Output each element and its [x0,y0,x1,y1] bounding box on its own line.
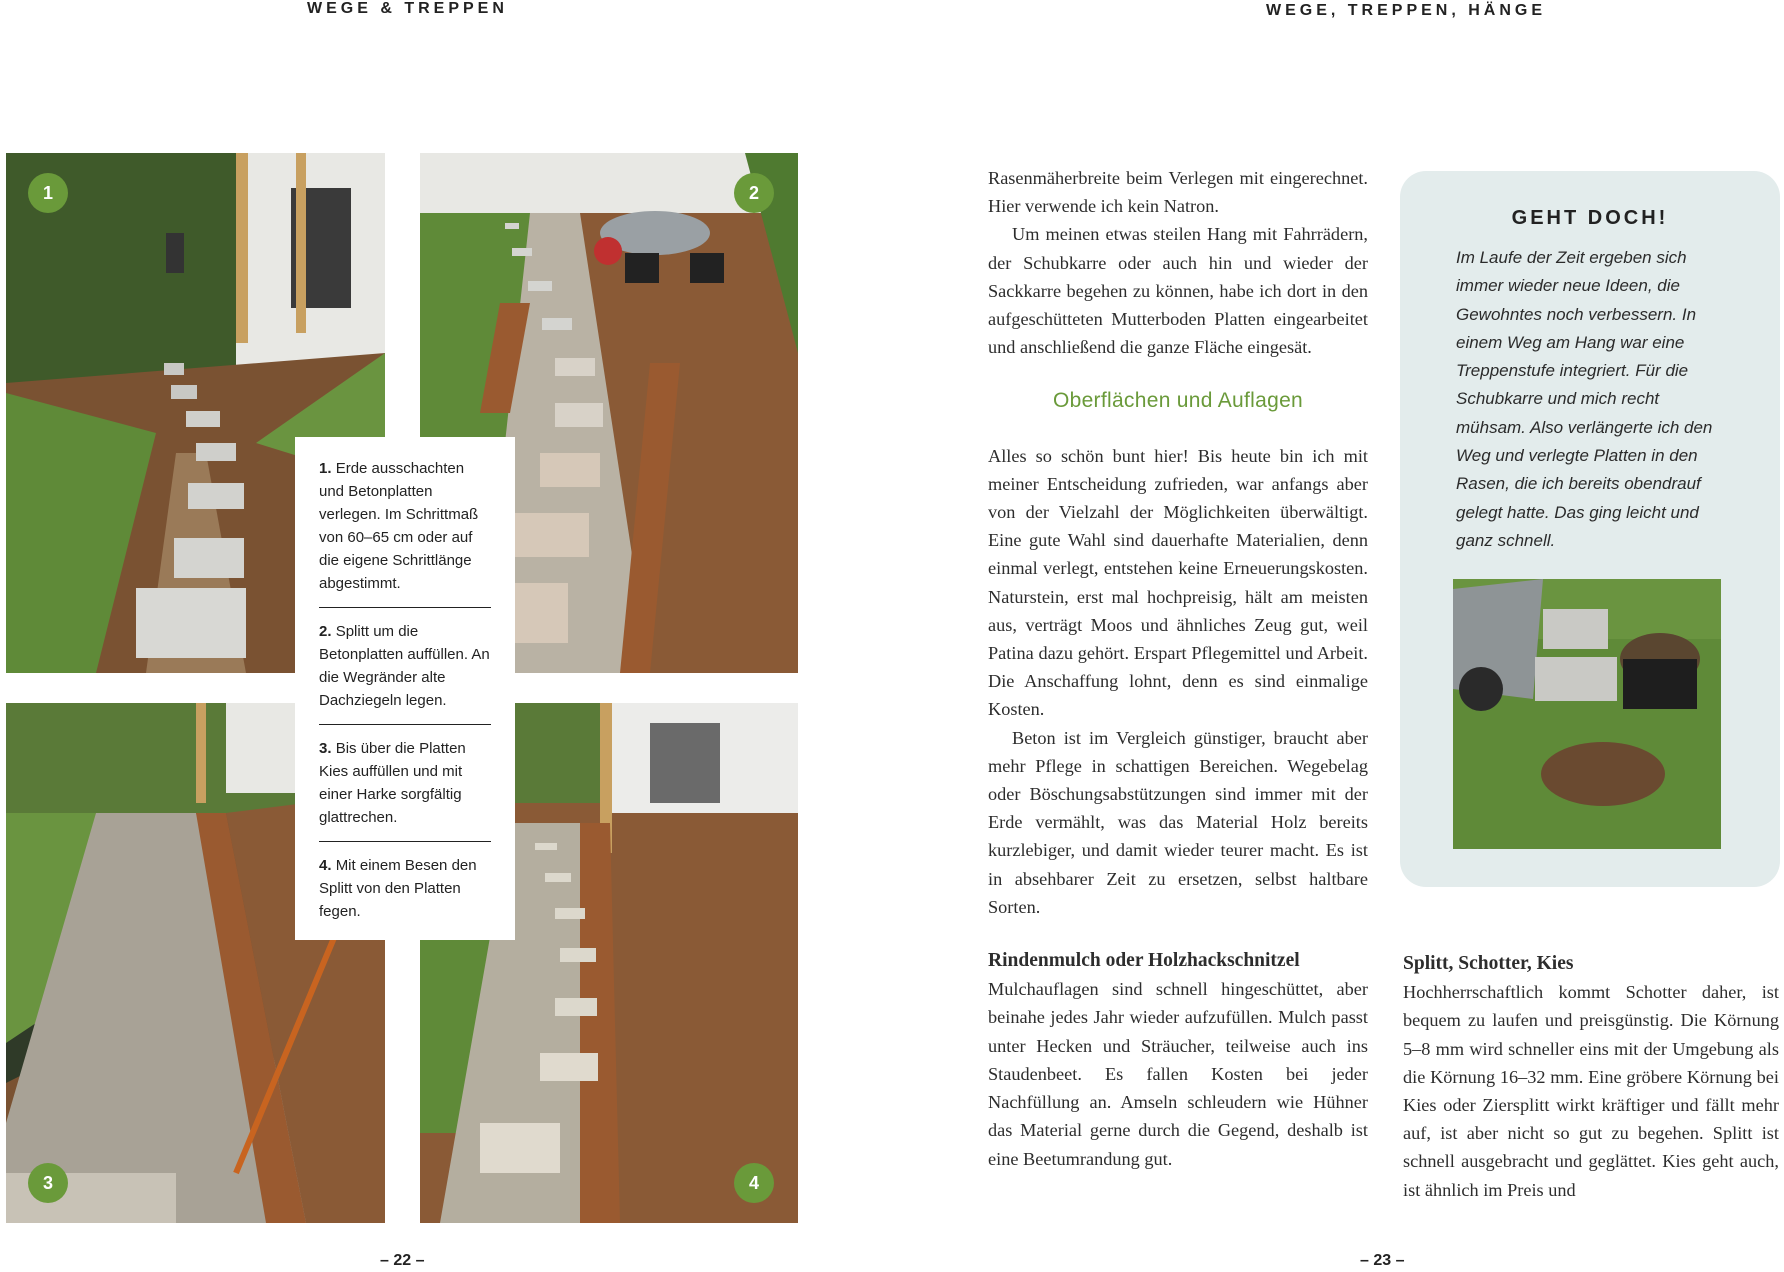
caption-step-4: 4. Mit einem Besen den Splitt von den Platten fegen. [319,857,477,920]
subheading: Splitt, Schotter, Kies [1403,953,1574,974]
paragraph: Mulchauflagen sind schnell hingeschüttet, aber beinahe jedes Jahr wieder aufzufüllen. Mulch passt unter Hecken und Sträucher, teilweise auch ins Staudenbeet. Es fallen Kosten bei jeder Nachfüllung an. Amseln schleudern wie Hühner das Material gerne durch die Gegend, deshalb ist eine Beetumrandung gut. [988,979,1368,1169]
photo-badge: 2 [734,173,774,213]
paragraph: Um meinen etwas steilen Hang mit Fahrrädern, der Schubkarre oder auch hin und wieder der Sackkarre begehen zu können, habe ich dort in den aufgeschütteten Mutterboden Platten eingearbeitet und anschließend die ganze Fläche eingesät. [988,224,1368,358]
tip-box [1400,171,1780,887]
photo-badge: 3 [28,1163,68,1203]
photo-badge: 4 [734,1163,774,1203]
running-head-left: WEGE & TREPPEN [307,0,508,17]
paragraph: Hochherrschaftlich kommt Schotter daher, ist bequem zu laufen und preisgünstig. Die Körnung 5–8 mm wird schneller eins mit der Umgebung als die Körnung 16–32 mm. Eine gröbere Körnung bei Kies oder Ziersplitt wirkt kräftiger und fällt mehr auf, ist aber nicht so gut zu begehen. Splitt ist schnell ausgebracht und geglättet. Kies geht auch, ist ähnlich im Preis und [1403,982,1779,1200]
subheading: Rindenmulch oder Holzhackschnitzel [988,950,1300,972]
running-head-right: WEGE, TREPPEN, HÄNGE [1266,2,1547,19]
caption-step-1: 1. Erde ausschachten und Betonplatten verlegen. Im Schrittmaß von 60–65 cm oder auf die eigene Schrittlänge abgestimmt. [319,457,491,608]
tip-text: Im Laufe der Zeit ergeben sich immer wieder neue Ideen, die Gewohntes noch verbessern. In einem Weg am Hang war eine Treppenstufe integriert. Für die Schubkarre und mich recht mühsam. Also verlängerte ich den Weg und verlegte Platten in den Rasen, die ich bereits obendrauf gelegt hatte. Das ging leicht und ganz schnell. [1456,248,1713,550]
text-column-2 [1403,950,1779,1204]
text-column-1 [988,164,1368,1173]
photo-badge: 1 [28,173,68,213]
page-number-left: – 22 – [380,1252,425,1269]
caption-step-3: 3. Bis über die Platten Kies auffüllen und mit einer Harke sorgfältig glattrechen. [319,737,491,842]
paragraph: Alles so schön bunt hier! Bis heute bin ich mit meiner Entscheidung zufrieden, war anfangs aber von der Vielzahl der Möglichkeiten überwältigt. Eine gute Wahl sind dauerhafte Materialien, denn einmal verlegt, entstehen keine Erneuerungskosten. Naturstein, erst mal hochpreisig, hält am meisten aus, verträgt Moos und ähnliches Zeug gut, weil Patina dazu gehört. Erspart Pflegemittel und Arbeit. Die Anschaffung lohnt, denn es sind einmalige Kosten. [988,445,1368,720]
page-number-right: – 23 – [1360,1252,1405,1269]
paragraph: Rasenmäherbreite beim Verlegen mit eingerechnet. Hier verwende ich kein Natron. [988,168,1368,217]
tip-photo [1453,579,1721,849]
caption-box [295,437,515,940]
paragraph: Beton ist im Vergleich günstiger, braucht aber mehr Pflege in schattigen Bereichen. Wegebelag oder Böschungsabstützungen sind immer mit der Erde vermählt, was das Material Holz bereits kurzlebiger, und damit wieder teurer macht. Es ist in absehbarer Zeit zu ersetzen, selbst haltbare Sorten. [988,727,1368,917]
caption-step-2: 2. Splitt um die Betonplatten auffüllen. An die Wegränder alte Dachziegeln legen. [319,620,491,725]
section-heading: Oberflächen und Auflagen [1052,389,1304,413]
tip-title: GEHT DOCH! [1511,207,1669,229]
